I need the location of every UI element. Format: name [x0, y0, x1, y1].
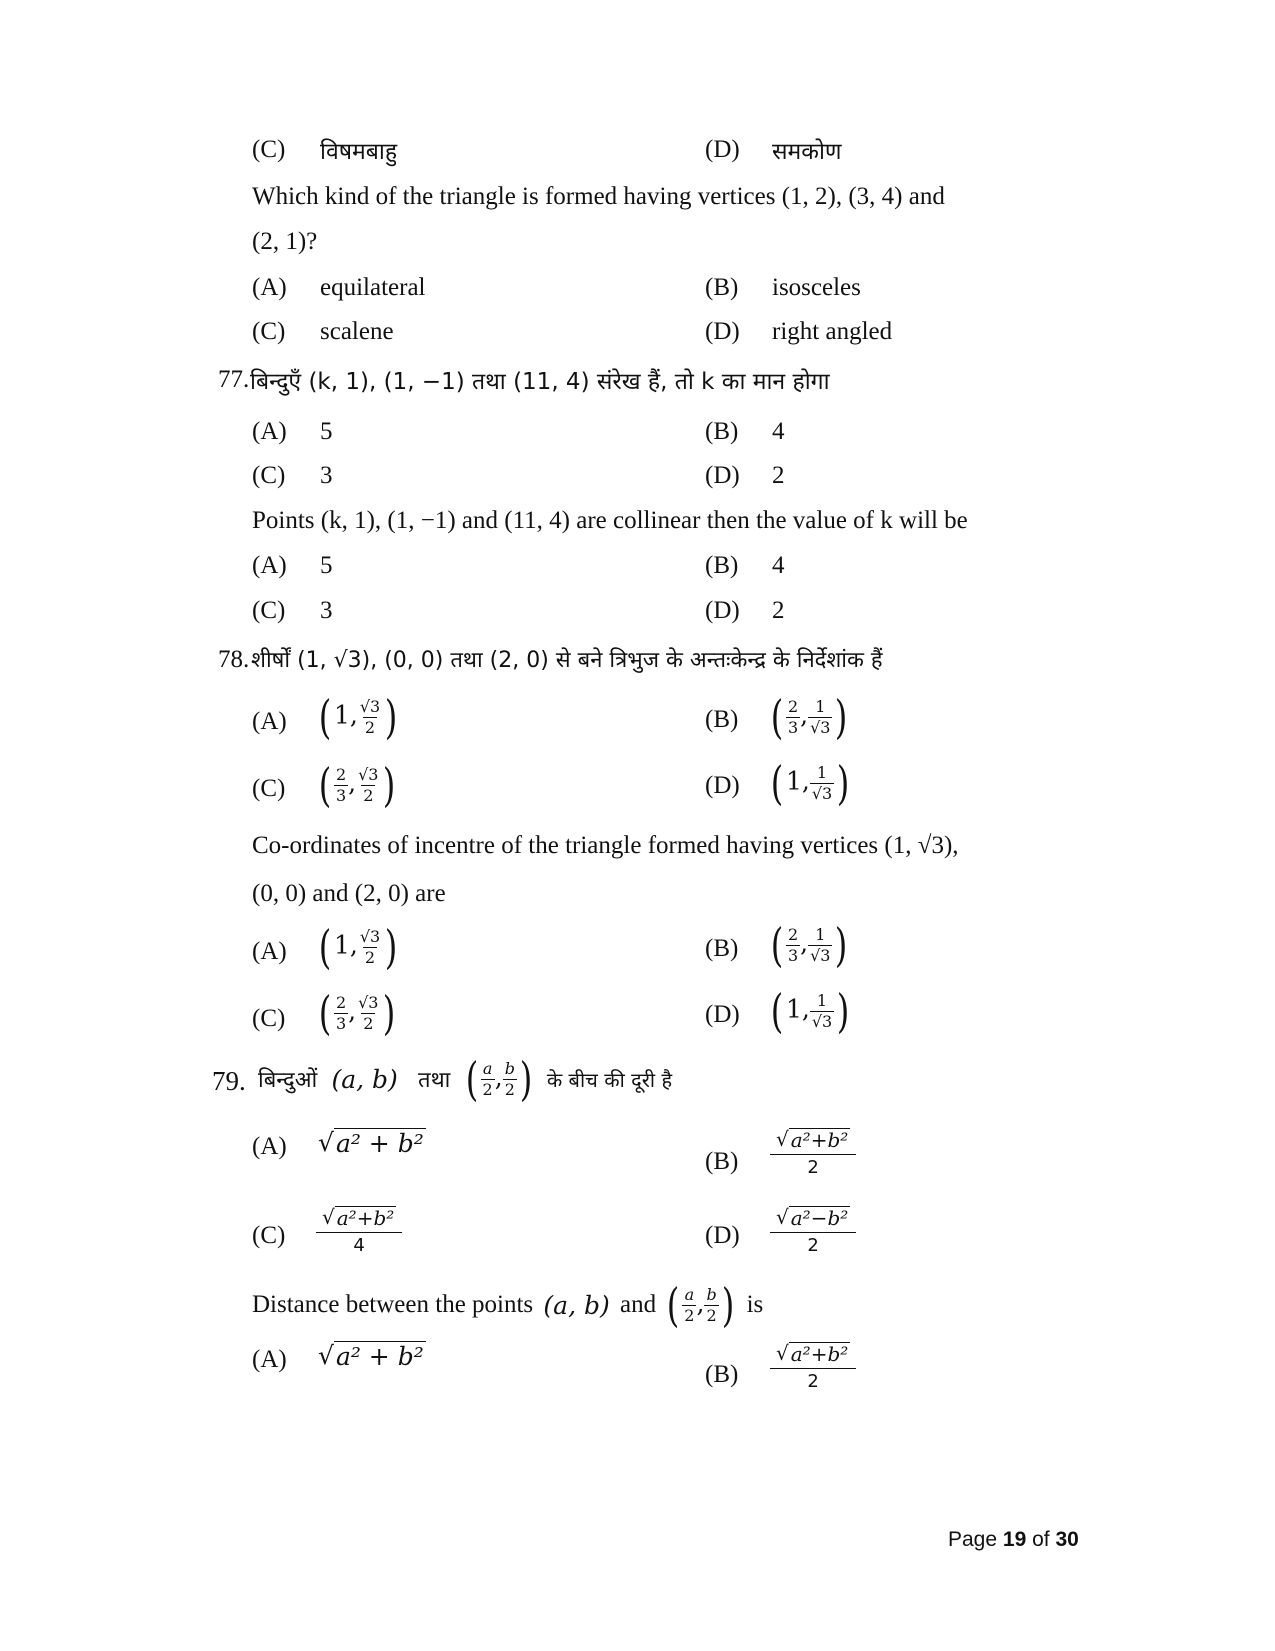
option-label: (B) [705, 706, 739, 733]
coord: 1 [785, 994, 802, 1024]
numerator: √3 [359, 926, 381, 946]
denominator: 3 [787, 945, 799, 965]
option-c-fraction: ( $\frac{2}{3}$ , $\frac{√3}{2}$ ) [318, 758, 396, 812]
radicand: a²+b² [336, 1206, 395, 1230]
option-label: (B) [705, 935, 739, 962]
option-label: (C) [252, 1005, 286, 1032]
option-b-fraction: √ a²+b² 2 [770, 1342, 856, 1392]
option-label: (D) [705, 772, 740, 799]
numerator: 2 [787, 924, 799, 944]
option-label: (C) [252, 318, 286, 345]
radicand: a² + b² [335, 1129, 424, 1158]
denominator: 2 [807, 1235, 819, 1256]
option-d-fraction: ( 1, $\frac{1}{√3}$ ) [770, 984, 850, 1038]
radicand: a² + b² [335, 1342, 424, 1371]
option-text: isosceles [772, 274, 861, 301]
option-text: 4 [772, 552, 785, 579]
option-label: (A) [252, 708, 287, 735]
denominator: 2 [364, 947, 376, 967]
denominator: 3 [335, 785, 347, 805]
half-point: ( $\frac{a}{2}$ , $\frac{b}{2}$ ) [667, 1278, 734, 1332]
option-label: (A) [252, 552, 287, 579]
question-text: बिन्दुएँ (k, 1), (1, −1) तथा (11, 4) संरेख हैं, तो k का मान होगा [250, 369, 830, 395]
denominator: 3 [335, 1013, 347, 1033]
numerator: 2 [335, 992, 347, 1012]
option-c-fraction: ( $\frac{2}{3}$ , $\frac{√3}{2}$ ) [318, 986, 396, 1040]
option-b-fraction: ( $\frac{2}{3}$ , $\frac{1}{√3}$ ) [770, 918, 848, 972]
option-label: (A) [252, 1346, 287, 1373]
denominator: 2 [482, 1079, 493, 1099]
denominator: 4 [353, 1235, 365, 1256]
numerator: 1 [816, 990, 828, 1010]
denominator: √3 [811, 1011, 833, 1031]
numerator: b [706, 1284, 717, 1304]
numerator: b [504, 1058, 515, 1078]
question-number: 78. [218, 646, 250, 673]
option-text: 2 [772, 597, 785, 624]
question-number: 77. [218, 366, 250, 393]
question-text: (0, 0) and (2, 0) are [252, 880, 446, 907]
option-text: विषमबाहु [320, 139, 398, 165]
option-c-fraction: √ a²+b² 4 [316, 1206, 402, 1256]
option-label: (B) [705, 552, 739, 579]
denominator: 2 [504, 1079, 515, 1099]
denominator: √3 [810, 717, 831, 737]
coord: 1 [333, 700, 350, 730]
option-b-fraction: ( $\frac{2}{3}$ , $\frac{1}{√3}$ ) [770, 690, 848, 744]
option-label: (A) [252, 1133, 287, 1160]
option-label: (C) [252, 775, 286, 802]
numerator: √3 [358, 764, 379, 784]
option-label: (D) [705, 462, 740, 489]
option-label: (C) [252, 462, 286, 489]
option-label: (D) [705, 597, 740, 624]
option-label: (A) [252, 418, 287, 445]
option-a-sqrt: √ a² + b² [318, 1341, 424, 1371]
current-page: 19 [1002, 1528, 1027, 1551]
denominator: 2 [363, 785, 374, 805]
question-text: Co-ordinates of incentre of the triangle formed having vertices (1, √3), [252, 832, 959, 859]
english-text: is [746, 1291, 764, 1318]
hindi-text: बिन्दुओं [258, 1068, 318, 1093]
denominator: 2 [364, 717, 376, 737]
numerator: 2 [335, 764, 347, 784]
option-label: (C) [252, 136, 286, 163]
page-number [948, 1528, 1079, 1552]
option-text: 3 [320, 597, 333, 624]
numerator: a [684, 1284, 695, 1304]
denominator: √3 [811, 783, 833, 803]
option-label: (A) [252, 938, 287, 965]
question-text: शीर्षों (1, √3), (0, 0) तथा (2, 0) से बने त्रिभुज के अन्तःकेन्द्र के निर्देशांक हैं [251, 648, 883, 673]
numerator: √3 [359, 696, 381, 716]
option-label: (C) [252, 597, 286, 624]
english-text: Distance between the points [252, 1291, 534, 1318]
radicand: a²+b² [790, 1128, 849, 1152]
option-text: 5 [320, 418, 333, 445]
question-number: 79. [212, 1066, 246, 1096]
option-a-sqrt: √ a² + b² [318, 1128, 424, 1158]
option-label: (D) [705, 318, 740, 345]
option-text: 3 [320, 462, 333, 489]
option-a-fraction: ( 1, $\frac{√3}{2}$ ) [318, 920, 398, 974]
option-label: (B) [705, 1148, 739, 1175]
option-label: (B) [705, 1361, 739, 1388]
coord: 1 [333, 930, 350, 960]
option-text: scalene [320, 318, 394, 345]
radicand: a²+b² [790, 1342, 849, 1366]
denominator: 2 [363, 1013, 374, 1033]
option-d-fraction: √ a²−b² 2 [770, 1206, 856, 1256]
hindi-text: के बीच की दूरी है [546, 1067, 673, 1092]
question-text: Points (k, 1), (1, −1) and (11, 4) are collinear then the value of k will be [252, 507, 968, 534]
option-text: right angled [772, 318, 893, 345]
option-text: equilateral [320, 274, 426, 301]
numerator: a [482, 1058, 493, 1078]
numerator: 1 [815, 696, 826, 716]
coord: 1 [785, 766, 802, 796]
numerator: 2 [787, 696, 799, 716]
option-label: (D) [705, 136, 740, 163]
numerator: 1 [815, 924, 826, 944]
option-text: 2 [772, 462, 785, 489]
point-ab: (a, b) [331, 1064, 398, 1094]
numerator: √3 [358, 992, 379, 1012]
option-label: (B) [705, 418, 739, 445]
option-a-fraction: ( 1, $\frac{√3}{2}$ ) [318, 690, 398, 744]
english-text: and [619, 1291, 657, 1318]
option-text: 5 [320, 552, 333, 579]
total-pages: 30 [1055, 1528, 1079, 1551]
point-ab: (a, b) [543, 1290, 610, 1320]
option-text: 4 [772, 418, 785, 445]
question-text: Which kind of the triangle is formed having vertices (1, 2), (3, 4) and [252, 183, 945, 210]
question-text-hi [258, 1052, 673, 1106]
page-of: of [1032, 1528, 1050, 1551]
numerator: 1 [816, 762, 828, 782]
option-label: (B) [705, 274, 739, 301]
half-point: ( $\frac{a}{2}$ , $\frac{b}{2}$ ) [465, 1052, 533, 1106]
option-text: समकोण [772, 139, 842, 165]
option-b-fraction: √ a²+b² 2 [770, 1128, 856, 1178]
denominator: 2 [807, 1157, 819, 1178]
hindi-text: तथा [418, 1068, 451, 1093]
question-text-en [252, 1278, 764, 1332]
option-label: (D) [705, 1001, 740, 1028]
denominator: √3 [810, 945, 831, 965]
question-text: (2, 1)? [252, 228, 318, 255]
radicand: a²−b² [790, 1206, 849, 1230]
denominator: 2 [706, 1305, 717, 1325]
denominator: 2 [807, 1371, 819, 1392]
option-label: (D) [705, 1222, 740, 1249]
option-d-fraction: ( 1, $\frac{1}{√3}$ ) [770, 756, 850, 810]
denominator: 3 [787, 717, 799, 737]
denominator: 2 [684, 1305, 695, 1325]
option-label: (A) [252, 274, 287, 301]
option-label: (C) [252, 1222, 286, 1249]
page-prefix: Page [948, 1528, 998, 1551]
